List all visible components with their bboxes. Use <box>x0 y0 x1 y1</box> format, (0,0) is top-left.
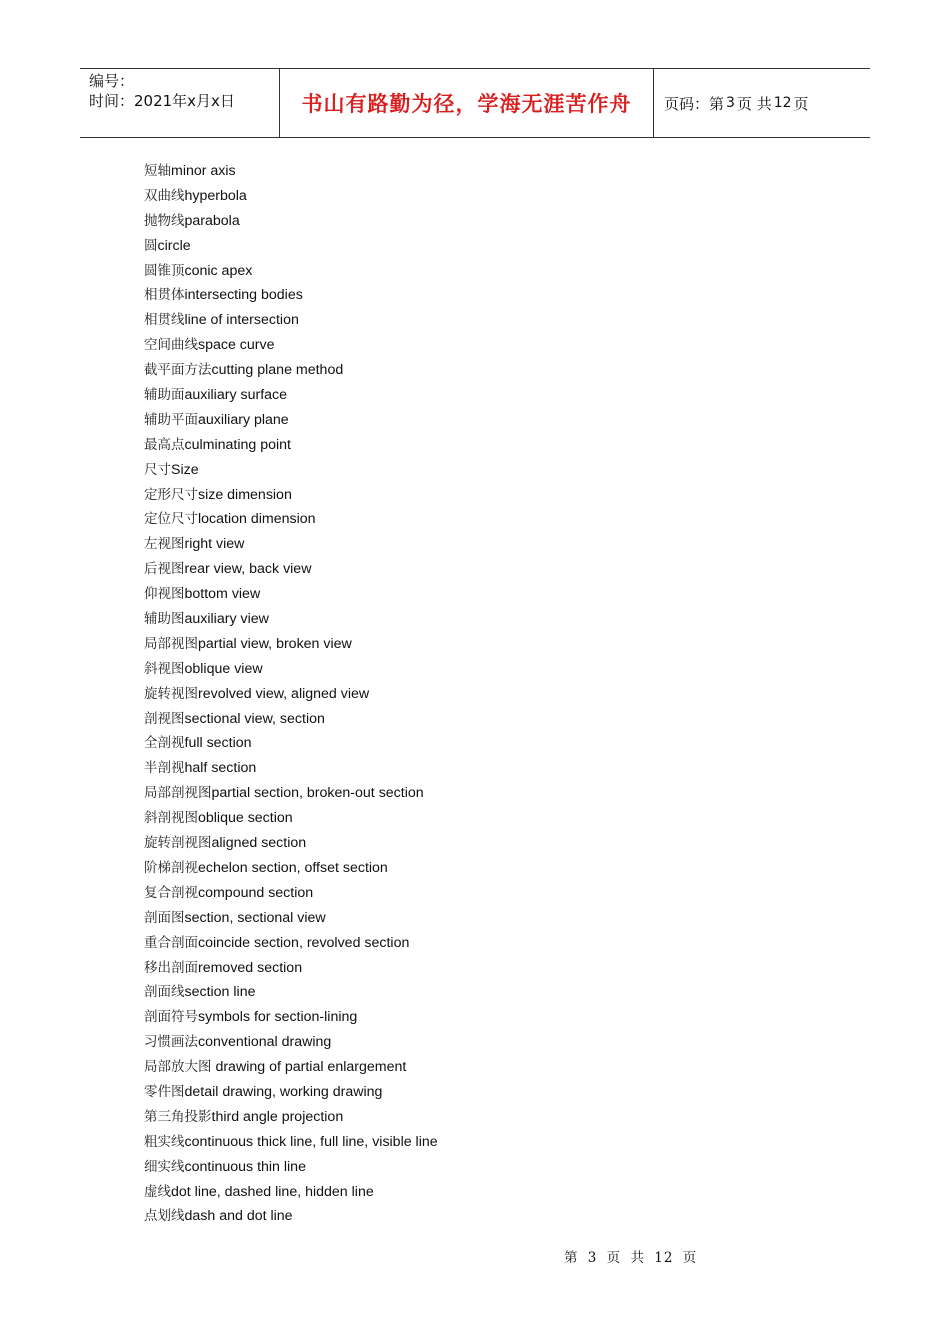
term-english: bottom view <box>184 586 261 603</box>
glossary-entry <box>144 856 438 881</box>
term-english: location dimension <box>198 511 316 528</box>
glossary-entry <box>144 333 438 358</box>
term-chinese: 圆锥顶 <box>144 262 185 279</box>
glossary-entry <box>144 931 438 956</box>
term-english: auxiliary plane <box>198 411 289 428</box>
glossary-entry <box>144 906 438 931</box>
term-chinese: 粗实线 <box>144 1133 185 1150</box>
term-english: hyperbola <box>184 187 247 204</box>
glossary-entry <box>144 184 438 209</box>
term-english: section, sectional view <box>184 909 326 926</box>
term-english: minor axis <box>171 163 236 179</box>
term-english: oblique view <box>184 660 263 677</box>
term-chinese: 定形尺寸 <box>144 486 198 503</box>
term-chinese: 斜剖视图 <box>144 810 198 827</box>
term-english: oblique section <box>198 810 293 827</box>
glossary-entry <box>144 532 438 557</box>
term-chinese: 双曲线 <box>144 187 185 204</box>
glossary-entry <box>144 682 438 707</box>
term-chinese: 定位尺寸 <box>144 511 198 528</box>
glossary-entry <box>144 383 438 408</box>
glossary-entry <box>144 980 438 1005</box>
header-motto: 书山有路勤为径，学海无涯苦作舟 <box>301 91 632 116</box>
term-chinese: 截平面方法 <box>144 362 212 379</box>
glossary-entry <box>144 234 438 259</box>
glossary-entry <box>144 1030 438 1055</box>
glossary-entry <box>144 408 438 433</box>
term-chinese: 局部剖视图 <box>144 785 212 802</box>
term-chinese: 仰视图 <box>144 586 185 603</box>
page-suffix: 页 <box>793 94 809 113</box>
glossary-entry <box>144 1055 438 1080</box>
term-chinese: 最高点 <box>144 436 185 453</box>
term-english: conventional drawing <box>198 1034 332 1051</box>
term-chinese: 抛物线 <box>144 212 185 229</box>
glossary-list <box>144 159 438 1229</box>
term-english: aligned section <box>211 835 307 852</box>
glossary-entry <box>144 1080 438 1105</box>
glossary-entry <box>144 632 438 657</box>
term-chinese: 短轴 <box>144 163 171 179</box>
term-english: Size <box>171 461 199 478</box>
term-chinese: 辅助面 <box>144 387 185 404</box>
term-chinese: 辅助平面 <box>144 411 198 428</box>
term-chinese: 旋转剖视图 <box>144 835 212 852</box>
glossary-entry <box>144 483 438 508</box>
glossary-entry <box>144 458 438 483</box>
term-english: dash and dot line <box>184 1208 293 1225</box>
term-english: conic apex <box>184 262 253 279</box>
term-english: drawing of partial enlargement <box>211 1059 407 1076</box>
glossary-entry <box>144 159 438 184</box>
term-english: line of intersection <box>184 312 299 329</box>
glossary-entry <box>144 209 438 234</box>
glossary-entry <box>144 308 438 333</box>
page-total-number: 12 <box>773 95 792 111</box>
term-english: parabola <box>184 212 240 229</box>
page-mid: 页 共 <box>736 94 772 113</box>
glossary-entry <box>144 1005 438 1030</box>
term-english: revolved view, aligned view <box>198 685 370 702</box>
glossary-entry <box>144 731 438 756</box>
term-chinese: 剖面符号 <box>144 1009 198 1026</box>
term-chinese: 相贯线 <box>144 312 185 329</box>
document-number-label: 编号： <box>89 72 135 90</box>
term-chinese: 重合剖面 <box>144 934 198 951</box>
header-meta-cell <box>80 69 280 137</box>
term-chinese: 空间曲线 <box>144 337 198 354</box>
term-english: continuous thick line, full line, visible line <box>184 1133 438 1150</box>
term-chinese: 辅助图 <box>144 611 185 628</box>
term-chinese: 斜视图 <box>144 660 185 677</box>
term-english: culminating point <box>184 436 291 453</box>
glossary-entry <box>144 881 438 906</box>
glossary-entry <box>144 582 438 607</box>
term-english: rear view, back view <box>184 561 312 578</box>
term-chinese: 点划线 <box>144 1208 185 1225</box>
term-chinese: 剖面线 <box>144 984 185 1001</box>
term-english: partial view, broken view <box>198 635 352 652</box>
term-chinese: 虚线 <box>144 1183 171 1200</box>
glossary-entry <box>144 707 438 732</box>
term-chinese: 复合剖视 <box>144 884 198 901</box>
footer-page-number: 第 3 页 共 12 页 <box>564 1250 698 1266</box>
page-current-number: 3 <box>726 95 735 111</box>
term-chinese: 局部放大图 <box>144 1059 212 1076</box>
glossary-entry <box>144 507 438 532</box>
term-chinese: 半剖视 <box>144 760 185 777</box>
glossary-entry <box>144 956 438 981</box>
term-english: partial section, broken-out section <box>211 785 424 802</box>
glossary-entry <box>144 756 438 781</box>
term-chinese: 阶梯剖视 <box>144 859 198 876</box>
term-chinese: 全剖视 <box>144 735 185 752</box>
glossary-entry <box>144 358 438 383</box>
glossary-entry <box>144 831 438 856</box>
term-chinese: 第三角投影 <box>144 1108 212 1125</box>
term-english: section line <box>184 984 256 1001</box>
glossary-entry <box>144 557 438 582</box>
term-english: circle <box>157 237 191 254</box>
glossary-entry <box>144 1130 438 1155</box>
term-chinese: 习惯画法 <box>144 1034 198 1051</box>
term-english: symbols for section-lining <box>198 1009 358 1026</box>
term-english: dot line, dashed line, hidden line <box>171 1183 374 1200</box>
term-english: intersecting bodies <box>184 287 303 304</box>
glossary-entry <box>144 433 438 458</box>
term-english: third angle projection <box>211 1108 344 1125</box>
term-english: continuous thin line <box>184 1158 306 1175</box>
term-chinese: 局部视图 <box>144 635 198 652</box>
term-english: auxiliary surface <box>184 387 288 404</box>
term-english: removed section <box>198 959 303 976</box>
term-english: space curve <box>198 337 275 354</box>
term-english: half section <box>184 760 257 777</box>
term-chinese: 尺寸 <box>144 461 171 478</box>
term-chinese: 后视图 <box>144 561 185 578</box>
term-chinese: 细实线 <box>144 1158 185 1175</box>
header-page-cell <box>654 69 870 137</box>
term-chinese: 移出剖面 <box>144 959 198 976</box>
term-english: auxiliary view <box>184 611 269 628</box>
glossary-entry <box>144 1155 438 1180</box>
header-motto-cell <box>280 69 654 137</box>
term-chinese: 圆 <box>144 237 158 254</box>
term-chinese: 零件图 <box>144 1083 185 1100</box>
glossary-entry <box>144 1180 438 1205</box>
term-english: full section <box>184 735 252 752</box>
glossary-entry <box>144 657 438 682</box>
term-english: detail drawing, working drawing <box>184 1083 383 1100</box>
term-english: coincide section, revolved section <box>198 934 410 951</box>
page-prefix: 页码：第 <box>664 94 725 113</box>
term-chinese: 相贯体 <box>144 287 185 304</box>
page-header <box>80 68 870 138</box>
term-english: compound section <box>198 884 314 901</box>
term-english: echelon section, offset section <box>198 859 388 876</box>
term-chinese: 旋转视图 <box>144 685 198 702</box>
glossary-entry <box>144 781 438 806</box>
term-english: sectional view, section <box>184 710 325 727</box>
term-chinese: 剖视图 <box>144 710 185 727</box>
term-english: right view <box>184 536 245 553</box>
glossary-entry <box>144 1105 438 1130</box>
document-time-label: 时间：2021年x月x日 <box>89 92 235 110</box>
glossary-entry <box>144 806 438 831</box>
glossary-entry <box>144 283 438 308</box>
glossary-entry <box>144 607 438 632</box>
term-english: size dimension <box>198 486 292 503</box>
term-chinese: 剖面图 <box>144 909 185 926</box>
glossary-entry <box>144 259 438 284</box>
term-english: cutting plane method <box>211 362 344 379</box>
term-chinese: 左视图 <box>144 536 185 553</box>
glossary-entry <box>144 1204 438 1229</box>
